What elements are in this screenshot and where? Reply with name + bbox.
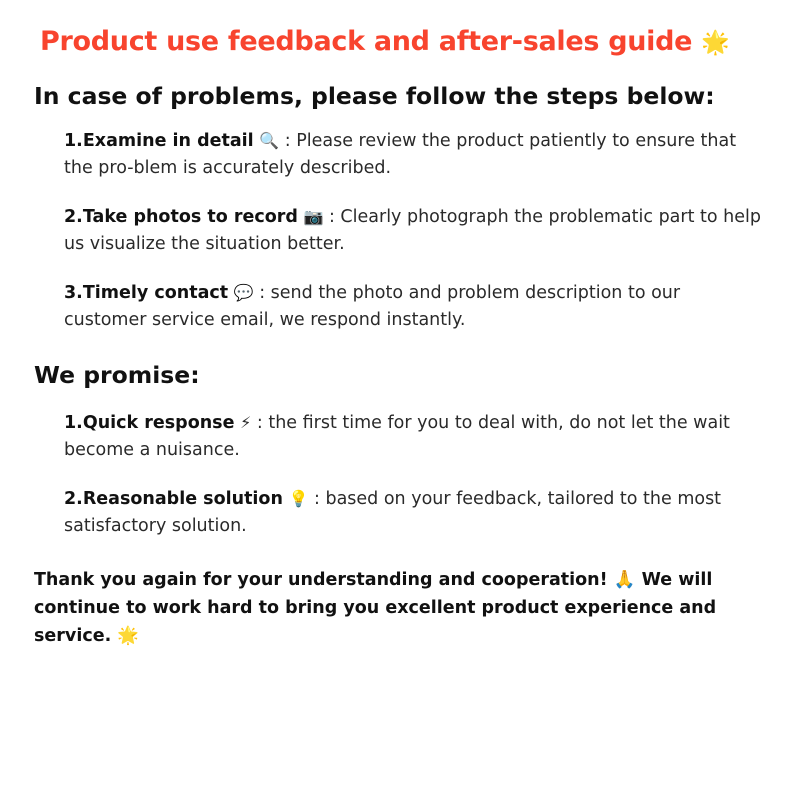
list-item (34, 486, 766, 540)
star-icon: 🌟 (117, 626, 140, 647)
step-label: 1.Examine in detail (64, 130, 254, 151)
list-item (34, 128, 766, 182)
problems-section-heading: In case of problems, please follow the steps below: (34, 82, 715, 111)
lightbulb-icon: 💡 (288, 489, 309, 509)
promise-section-heading: We promise: (34, 360, 200, 389)
promise-body: : the first time for you to deal with, do not let the wait become a nuisance. (64, 412, 730, 461)
promise-label: 1.Quick response (64, 412, 235, 433)
promise-label: 2.Reasonable solution (64, 489, 283, 510)
step-label: 2.Take photos to record (64, 207, 298, 228)
list-item (34, 280, 766, 334)
lightning-bolt-icon: ⚡ (240, 412, 252, 432)
praying-hands-icon: 🙏 (613, 570, 636, 591)
step-body: : send the photo and problem description to our customer service email, we respond instantly. (64, 283, 681, 331)
step-body: : Please review the product patiently to ensure that the pro-blem is accurately described. (64, 130, 737, 178)
closing-text-second: We will continue to work hard to bring you excellent product experience and service. (34, 570, 717, 647)
step-body: : Clearly photograph the problematic part to help us visualize the situation better. (64, 207, 761, 255)
speech-bubble-icon: 💬 (233, 283, 254, 303)
list-item (34, 410, 766, 464)
camera-icon: 📷 (303, 207, 324, 227)
promise-body: : based on your feedback, tailored to the most satisfactory solution. (64, 489, 722, 537)
page-title (40, 26, 766, 58)
closing-paragraph (34, 566, 766, 650)
closing-text-first: Thank you again for your understanding and cooperation! (34, 570, 608, 591)
step-label: 3.Timely contact (64, 283, 229, 304)
star-icon: 🌟 (701, 30, 730, 56)
page-title-text: Product use feedback and after-sales guide (40, 26, 693, 57)
list-item (34, 204, 766, 258)
magnifier-icon: 🔍 (259, 130, 280, 150)
